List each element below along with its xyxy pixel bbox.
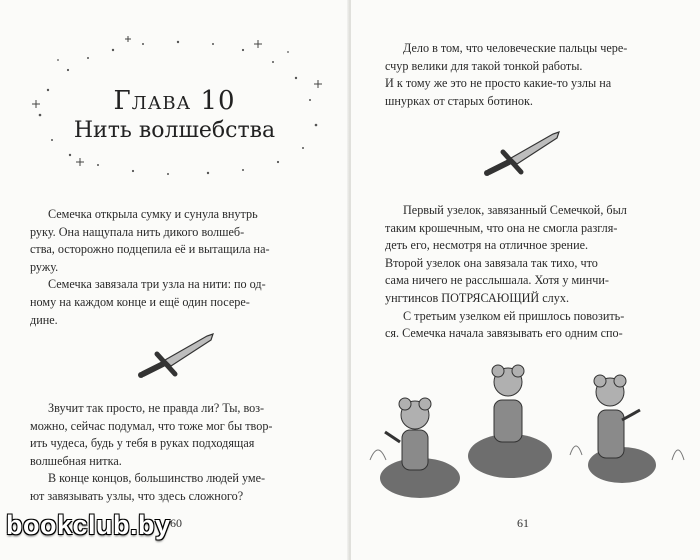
left-page: [0, 0, 349, 560]
text-line: сама ничего не расслышала. Хотя у минчи-: [385, 273, 609, 288]
text-line: ют завязывать узлы, что здесь сложного?: [30, 488, 244, 503]
text-line: ства, осторожно подцепила её и вытащила на-: [30, 242, 270, 257]
watermark: bookclub.by: [6, 510, 171, 540]
mouse-figure: [370, 398, 460, 498]
page-number-right: 61: [517, 516, 529, 530]
text-line: таким крошечным, что она не смогла разгля-: [385, 220, 618, 235]
left-text-block-1: [30, 206, 322, 329]
right-text-block-1: [385, 40, 677, 110]
mouse-figure: [468, 365, 582, 478]
text-line: руку. Она нащупала нить дикого волшеб-: [30, 224, 245, 239]
text-line: ить чудеса, будь у тебя в руках подходящая: [30, 436, 255, 451]
text-line: можно, сейчас подумал, что тоже мог бы твор-: [30, 418, 273, 433]
text-line: И к тому же это не просто какие-то узлы на: [385, 76, 612, 91]
text-line: деть его, несмотря на отличное зрение.: [385, 238, 589, 253]
text-line: С третьим узелком ей пришлось повозить-: [403, 308, 625, 323]
chapter-label: Глава 10: [113, 86, 236, 116]
text-line: дине.: [30, 312, 58, 327]
text-line: В конце концов, большинство людей уме-: [48, 471, 266, 486]
text-line: Семечка открыла сумку и сунула внутрь: [48, 207, 258, 221]
page-number-left: 60: [170, 516, 182, 530]
text-line: Дело в том, что человеческие пальцы чере-: [403, 41, 628, 55]
mouse-knitting-illustration: [360, 360, 692, 500]
text-line: шнурках от старых ботинок.: [385, 93, 533, 108]
right-text-block-2: [385, 202, 677, 343]
text-line: счур велики для такой тонкой работы.: [385, 58, 583, 73]
text-line: ся. Семечка начала завязывать его одним спо-: [385, 326, 623, 341]
text-line: Первый узелок, завязанный Семечкой, был: [403, 203, 627, 217]
text-line: Семечка завязала три узла на нити: по од-: [48, 277, 266, 292]
left-text-block-2: [30, 400, 322, 506]
text-line: волшебная нитка.: [30, 453, 122, 468]
text-line: Звучит так просто, не правда ли? Ты, воз-: [48, 401, 265, 415]
chapter-title: Нить волшебства: [73, 118, 276, 143]
text-line: ружу.: [30, 259, 59, 274]
text-line: унгтинсов ПОТРЯСАЮЩИЙ слух.: [385, 290, 569, 305]
sword-icon: [481, 128, 563, 178]
text-line: Второй узелок она завязала так тихо, что: [385, 255, 598, 270]
sword-icon: [135, 330, 217, 380]
text-line: ному на каждом конце и ещё один посере-: [30, 294, 250, 309]
mouse-figure: [588, 375, 684, 483]
